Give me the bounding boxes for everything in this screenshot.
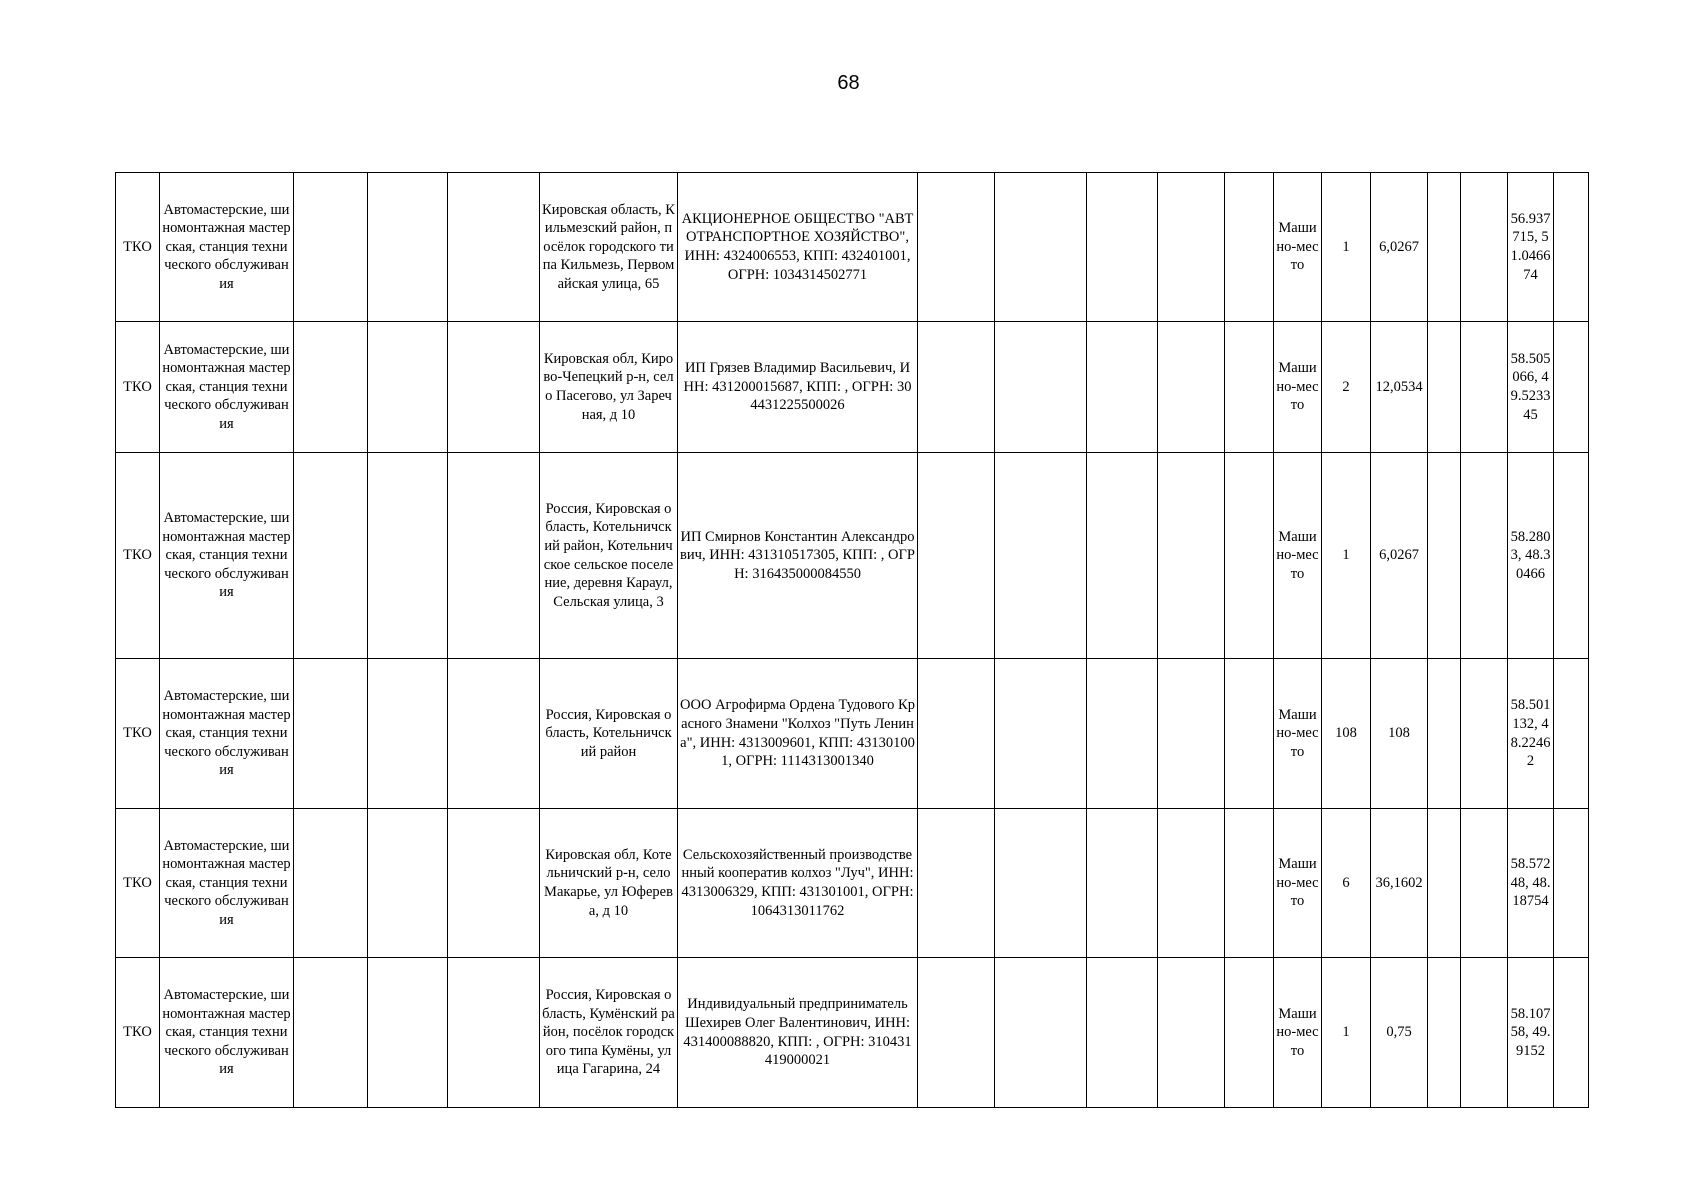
empty-cell — [368, 958, 448, 1108]
address-cell: Кировская обл, Кирово-Чепецкий р-н, село Пасегово, ул Заречная, д 10 — [540, 322, 678, 453]
empty-cell — [1225, 809, 1274, 958]
empty-cell — [294, 958, 368, 1108]
unit-cell: Машино-место — [1274, 809, 1322, 958]
empty-cell — [1158, 659, 1225, 809]
empty-cell — [1554, 659, 1589, 809]
object-name-cell: Автомастерские, шиномонтажная мастерская, станция технического обслуживания — [160, 659, 294, 809]
waste-category-cell: ТКО — [116, 173, 160, 322]
volume-cell: 36,1602 — [1371, 809, 1428, 958]
volume-cell: 108 — [1371, 659, 1428, 809]
coordinates-cell: 56.937715, 51.046674 — [1508, 173, 1554, 322]
empty-cell — [1554, 173, 1589, 322]
empty-cell — [1428, 453, 1461, 659]
empty-cell — [448, 453, 540, 659]
empty-cell — [918, 659, 995, 809]
empty-cell — [1461, 809, 1508, 958]
empty-cell — [918, 453, 995, 659]
volume-cell: 6,0267 — [1371, 173, 1428, 322]
empty-cell — [368, 173, 448, 322]
quantity-cell: 1 — [1322, 453, 1371, 659]
waste-category-cell: ТКО — [116, 322, 160, 453]
volume-cell: 6,0267 — [1371, 453, 1428, 659]
empty-cell — [1428, 659, 1461, 809]
waste-category-cell: ТКО — [116, 453, 160, 659]
empty-cell — [368, 809, 448, 958]
address-cell: Россия, Кировская область, Котельничский район — [540, 659, 678, 809]
unit-cell: Машино-место — [1274, 659, 1322, 809]
unit-cell: Машино-место — [1274, 453, 1322, 659]
empty-cell — [918, 173, 995, 322]
coordinates-cell: 58.2803, 48.30466 — [1508, 453, 1554, 659]
address-cell: Россия, Кировская область, Кумёнский район, посёлок городского типа Кумёны, улица Гагарина, 24 — [540, 958, 678, 1108]
unit-cell: Машино-место — [1274, 958, 1322, 1108]
empty-cell — [1087, 322, 1158, 453]
empty-cell — [448, 809, 540, 958]
empty-cell — [368, 453, 448, 659]
empty-cell — [368, 322, 448, 453]
quantity-cell: 2 — [1322, 322, 1371, 453]
owner-cell: Сельскохозяйственный производственный кооператив колхоз "Луч", ИНН: 4313006329, КПП: 431301001, ОГРН: 1064313011762 — [678, 809, 918, 958]
empty-cell — [448, 659, 540, 809]
empty-cell — [918, 322, 995, 453]
table-row — [116, 173, 1589, 322]
empty-cell — [1428, 958, 1461, 1108]
object-name-cell: Автомастерские, шиномонтажная мастерская, станция технического обслуживания — [160, 958, 294, 1108]
empty-cell — [1554, 453, 1589, 659]
empty-cell — [1158, 453, 1225, 659]
empty-cell — [995, 659, 1087, 809]
empty-cell — [1461, 453, 1508, 659]
empty-cell — [1428, 322, 1461, 453]
empty-cell — [448, 322, 540, 453]
page-number: 68 — [837, 72, 860, 94]
empty-cell — [1158, 809, 1225, 958]
table-row — [116, 809, 1589, 958]
empty-cell — [918, 809, 995, 958]
coordinates-cell: 58.57248, 48.18754 — [1508, 809, 1554, 958]
owner-cell: ИП Грязев Владимир Васильевич, ИНН: 431200015687, КПП: , ОГРН: 304431225500026 — [678, 322, 918, 453]
table-row — [116, 453, 1589, 659]
address-cell: Кировская обл, Котельничский р-н, село Макарье, ул Юферева, д 10 — [540, 809, 678, 958]
owner-cell: АКЦИОНЕРНОЕ ОБЩЕСТВО "АВТОТРАНСПОРТНОЕ ХОЗЯЙСТВО", ИНН: 4324006553, КПП: 432401001, ОГРН: 1034314502771 — [678, 173, 918, 322]
table-row — [116, 322, 1589, 453]
empty-cell — [294, 659, 368, 809]
waste-sources-table — [115, 172, 1589, 1108]
volume-cell: 0,75 — [1371, 958, 1428, 1108]
quantity-cell: 1 — [1322, 173, 1371, 322]
empty-cell — [1087, 958, 1158, 1108]
object-name-cell: Автомастерские, шиномонтажная мастерская, станция технического обслуживания — [160, 322, 294, 453]
empty-cell — [1158, 173, 1225, 322]
address-cell: Россия, Кировская область, Котельничский район, Котельничское сельское поселение, деревня Караул, Сельская улица, 3 — [540, 453, 678, 659]
empty-cell — [1087, 173, 1158, 322]
unit-cell: Машино-место — [1274, 173, 1322, 322]
owner-cell: ООО Агрофирма Ордена Тудового Красного Знамени "Колхоз "Путь Ленина", ИНН: 4313009601, КПП: 431301001, ОГРН: 1114313001340 — [678, 659, 918, 809]
owner-cell: Индивидуальный предприниматель Шехирев Олег Валентинович, ИНН: 431400088820, КПП: , ОГРН: 310431419000021 — [678, 958, 918, 1108]
object-name-cell: Автомастерские, шиномонтажная мастерская, станция технического обслуживания — [160, 453, 294, 659]
empty-cell — [1461, 173, 1508, 322]
empty-cell — [294, 809, 368, 958]
empty-cell — [1087, 659, 1158, 809]
unit-cell: Машино-место — [1274, 322, 1322, 453]
volume-cell: 12,0534 — [1371, 322, 1428, 453]
coordinates-cell: 58.505066, 49.523345 — [1508, 322, 1554, 453]
empty-cell — [368, 659, 448, 809]
table-row — [116, 659, 1589, 809]
empty-cell — [1554, 322, 1589, 453]
empty-cell — [995, 173, 1087, 322]
coordinates-cell: 58.10758, 49.9152 — [1508, 958, 1554, 1108]
owner-cell: ИП Смирнов Константин Александрович, ИНН: 431310517305, КПП: , ОГРН: 316435000084550 — [678, 453, 918, 659]
empty-cell — [1428, 809, 1461, 958]
waste-category-cell: ТКО — [116, 659, 160, 809]
object-name-cell: Автомастерские, шиномонтажная мастерская, станция технического обслуживания — [160, 173, 294, 322]
empty-cell — [1225, 453, 1274, 659]
waste-category-cell: ТКО — [116, 958, 160, 1108]
empty-cell — [1461, 659, 1508, 809]
table-row — [116, 958, 1589, 1108]
object-name-cell: Автомастерские, шиномонтажная мастерская, станция технического обслуживания — [160, 809, 294, 958]
empty-cell — [294, 173, 368, 322]
empty-cell — [1554, 809, 1589, 958]
empty-cell — [995, 453, 1087, 659]
coordinates-cell: 58.501132, 48.22462 — [1508, 659, 1554, 809]
empty-cell — [1158, 322, 1225, 453]
empty-cell — [1461, 322, 1508, 453]
empty-cell — [1158, 958, 1225, 1108]
empty-cell — [294, 453, 368, 659]
address-cell: Кировская область, Кильмезский район, посёлок городского типа Кильмезь, Первомайская улица, 65 — [540, 173, 678, 322]
empty-cell — [1428, 173, 1461, 322]
empty-cell — [1087, 809, 1158, 958]
empty-cell — [918, 958, 995, 1108]
quantity-cell: 6 — [1322, 809, 1371, 958]
empty-cell — [448, 958, 540, 1108]
empty-cell — [294, 322, 368, 453]
empty-cell — [448, 173, 540, 322]
quantity-cell: 108 — [1322, 659, 1371, 809]
empty-cell — [1461, 958, 1508, 1108]
empty-cell — [1225, 322, 1274, 453]
empty-cell — [1225, 173, 1274, 322]
empty-cell — [995, 809, 1087, 958]
empty-cell — [1554, 958, 1589, 1108]
empty-cell — [995, 322, 1087, 453]
quantity-cell: 1 — [1322, 958, 1371, 1108]
empty-cell — [1087, 453, 1158, 659]
empty-cell — [995, 958, 1087, 1108]
waste-category-cell: ТКО — [116, 809, 160, 958]
empty-cell — [1225, 958, 1274, 1108]
empty-cell — [1225, 659, 1274, 809]
